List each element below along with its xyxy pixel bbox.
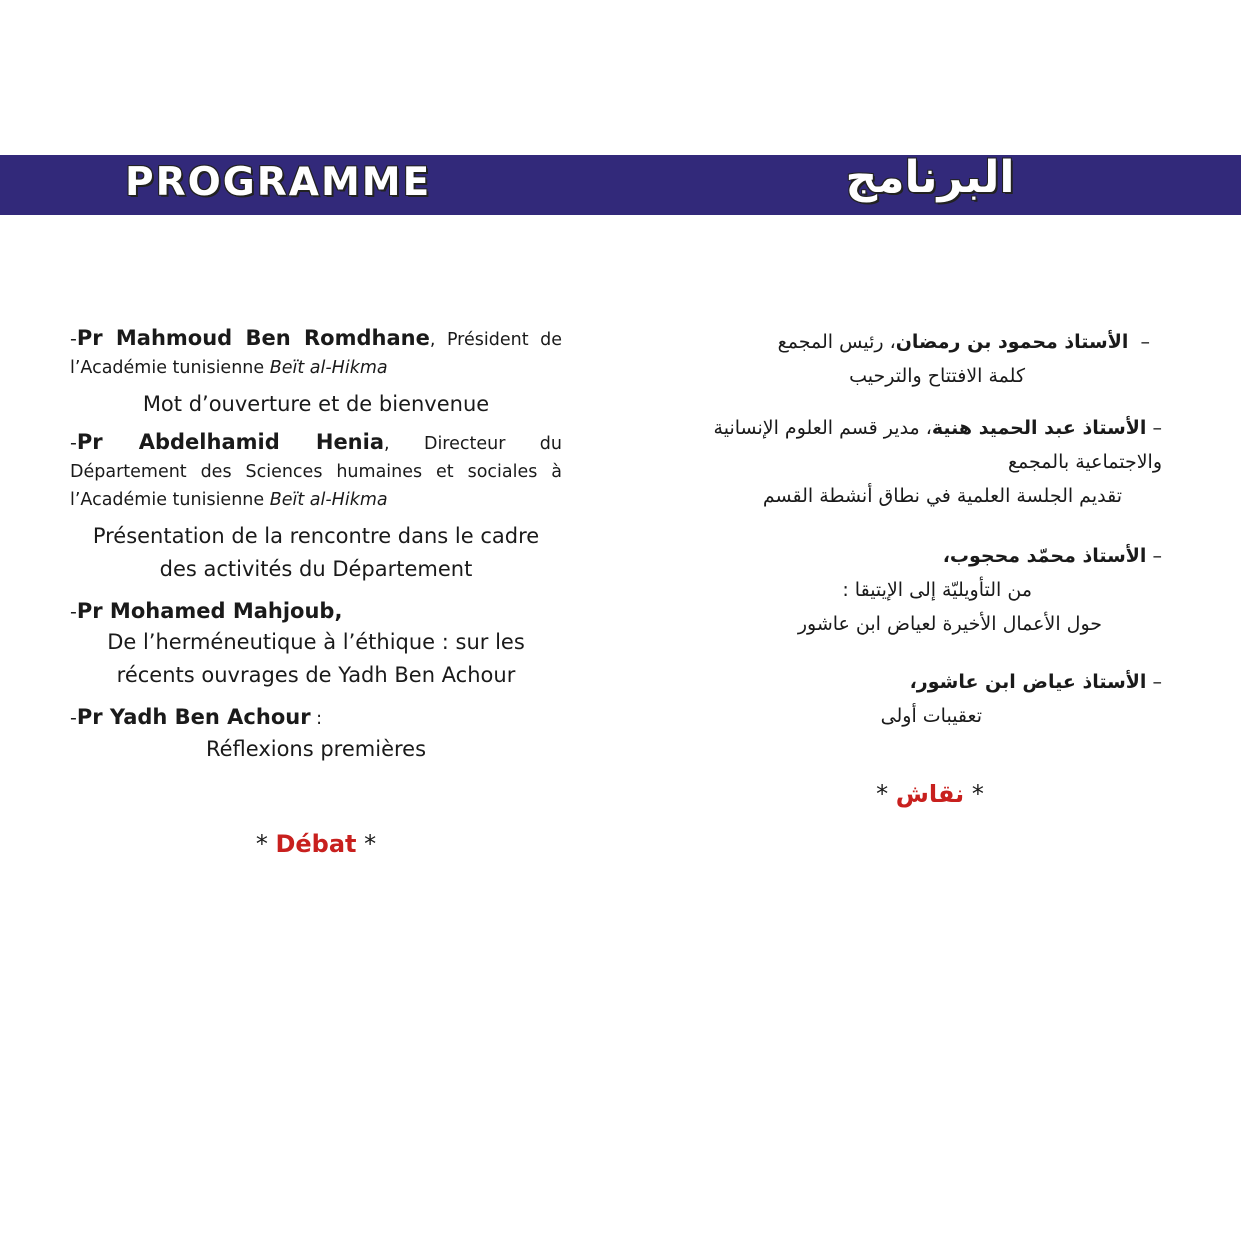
speaker-name: Pr Mahmoud Ben Romdhane (76, 326, 430, 350)
speaker-role: , Président de l’Académie tunisienne (70, 330, 562, 378)
debate-french (70, 830, 562, 858)
programme-item-1-ar (690, 325, 1170, 393)
talk-title-line-1: Présentation de la rencontre dans le cadre (92, 524, 540, 548)
speaker-line (690, 539, 1162, 573)
speaker-name: الأستاذ محمود بن رمضان (895, 331, 1129, 353)
speaker-name: Pr Mohamed Mahjoub, (76, 599, 343, 623)
speaker-name: الأستاذ محمّد محجوب، (942, 545, 1147, 567)
talk-title: تقديم الجلسة العلمية في نطاق أنشطة القسم (762, 485, 1122, 507)
asterisk: * (964, 780, 984, 808)
list-dash: – (1152, 671, 1162, 693)
programme-french-column (70, 325, 562, 766)
speaker-line (70, 325, 562, 382)
talk-title: Réflexions premières (205, 737, 427, 761)
speaker-name: Pr Abdelhamid Henia (76, 430, 385, 454)
speaker-role: ، مدير قسم العلوم الإنسانية والاجتماعية بالمجمع (713, 417, 1162, 473)
speaker-name: الأستاذ عبد الحميد هنية (931, 417, 1147, 439)
debate-label: نقاش (895, 780, 965, 808)
speaker-line (70, 598, 562, 626)
debate-label: Débat (275, 830, 357, 858)
talk-title-line-2: des activités du Département (159, 557, 473, 581)
academy-name: Beït al-Hikma (269, 358, 388, 378)
programme-item-4-ar (690, 665, 1170, 733)
list-dash: - (70, 707, 77, 729)
talk-title-line-2: حول الأعمال الأخيرة لعياض ابن عاشور (797, 613, 1102, 635)
talk-title-line-1: من التأويليّة إلى الإيتيقا : (842, 579, 1032, 601)
speaker-line (690, 665, 1162, 699)
speaker-line (70, 429, 562, 514)
asterisk: * (255, 830, 276, 858)
programme-item-2-ar (690, 411, 1170, 513)
debate-arabic (690, 780, 1170, 808)
talk-title-line-2: récents ouvrages de Yadh Ben Achour (116, 663, 516, 687)
speaker-name: الأستاذ عياض ابن عاشور، (909, 671, 1147, 693)
banner-title-french: PROGRAMME (125, 160, 432, 205)
asterisk: * (356, 830, 377, 858)
list-dash: – (1152, 417, 1162, 439)
speaker-name: Pr Yadh Ben Achour (76, 705, 311, 729)
programme-arabic-column (690, 325, 1170, 733)
talk-title: كلمة الافتتاح والترحيب (849, 365, 1025, 387)
list-dash: – (1140, 331, 1150, 353)
speaker-line (690, 411, 1162, 479)
list-dash: - (70, 601, 77, 623)
programme-item-4-fr (70, 704, 562, 766)
list-dash: – (1152, 545, 1162, 567)
speaker-role: : (310, 709, 323, 729)
banner-title-arabic: البرنامج (845, 152, 1015, 203)
programme-item-3-ar (690, 539, 1170, 641)
programme-item-3-fr (70, 598, 562, 692)
speaker-role: , Directeur du Département des Sciences humaines et sociales à l’Académie tunisienne (70, 434, 563, 510)
programme-item-1-fr (70, 325, 562, 421)
programme-item-2-fr (70, 429, 562, 586)
speaker-role: ، رئيس المجمع (777, 331, 896, 353)
asterisk: * (876, 780, 896, 808)
speaker-line (70, 704, 562, 733)
academy-name: Beït al-Hikma (269, 490, 388, 510)
talk-title: Mot d’ouverture et de bienvenue (142, 392, 490, 416)
speaker-line (690, 325, 1150, 359)
talk-title: تعقيبات أولى (880, 705, 982, 727)
talk-title-line-1: De l’herméneutique à l’éthique : sur les (107, 630, 525, 654)
list-dash: - (70, 328, 77, 350)
list-dash: - (70, 432, 77, 454)
